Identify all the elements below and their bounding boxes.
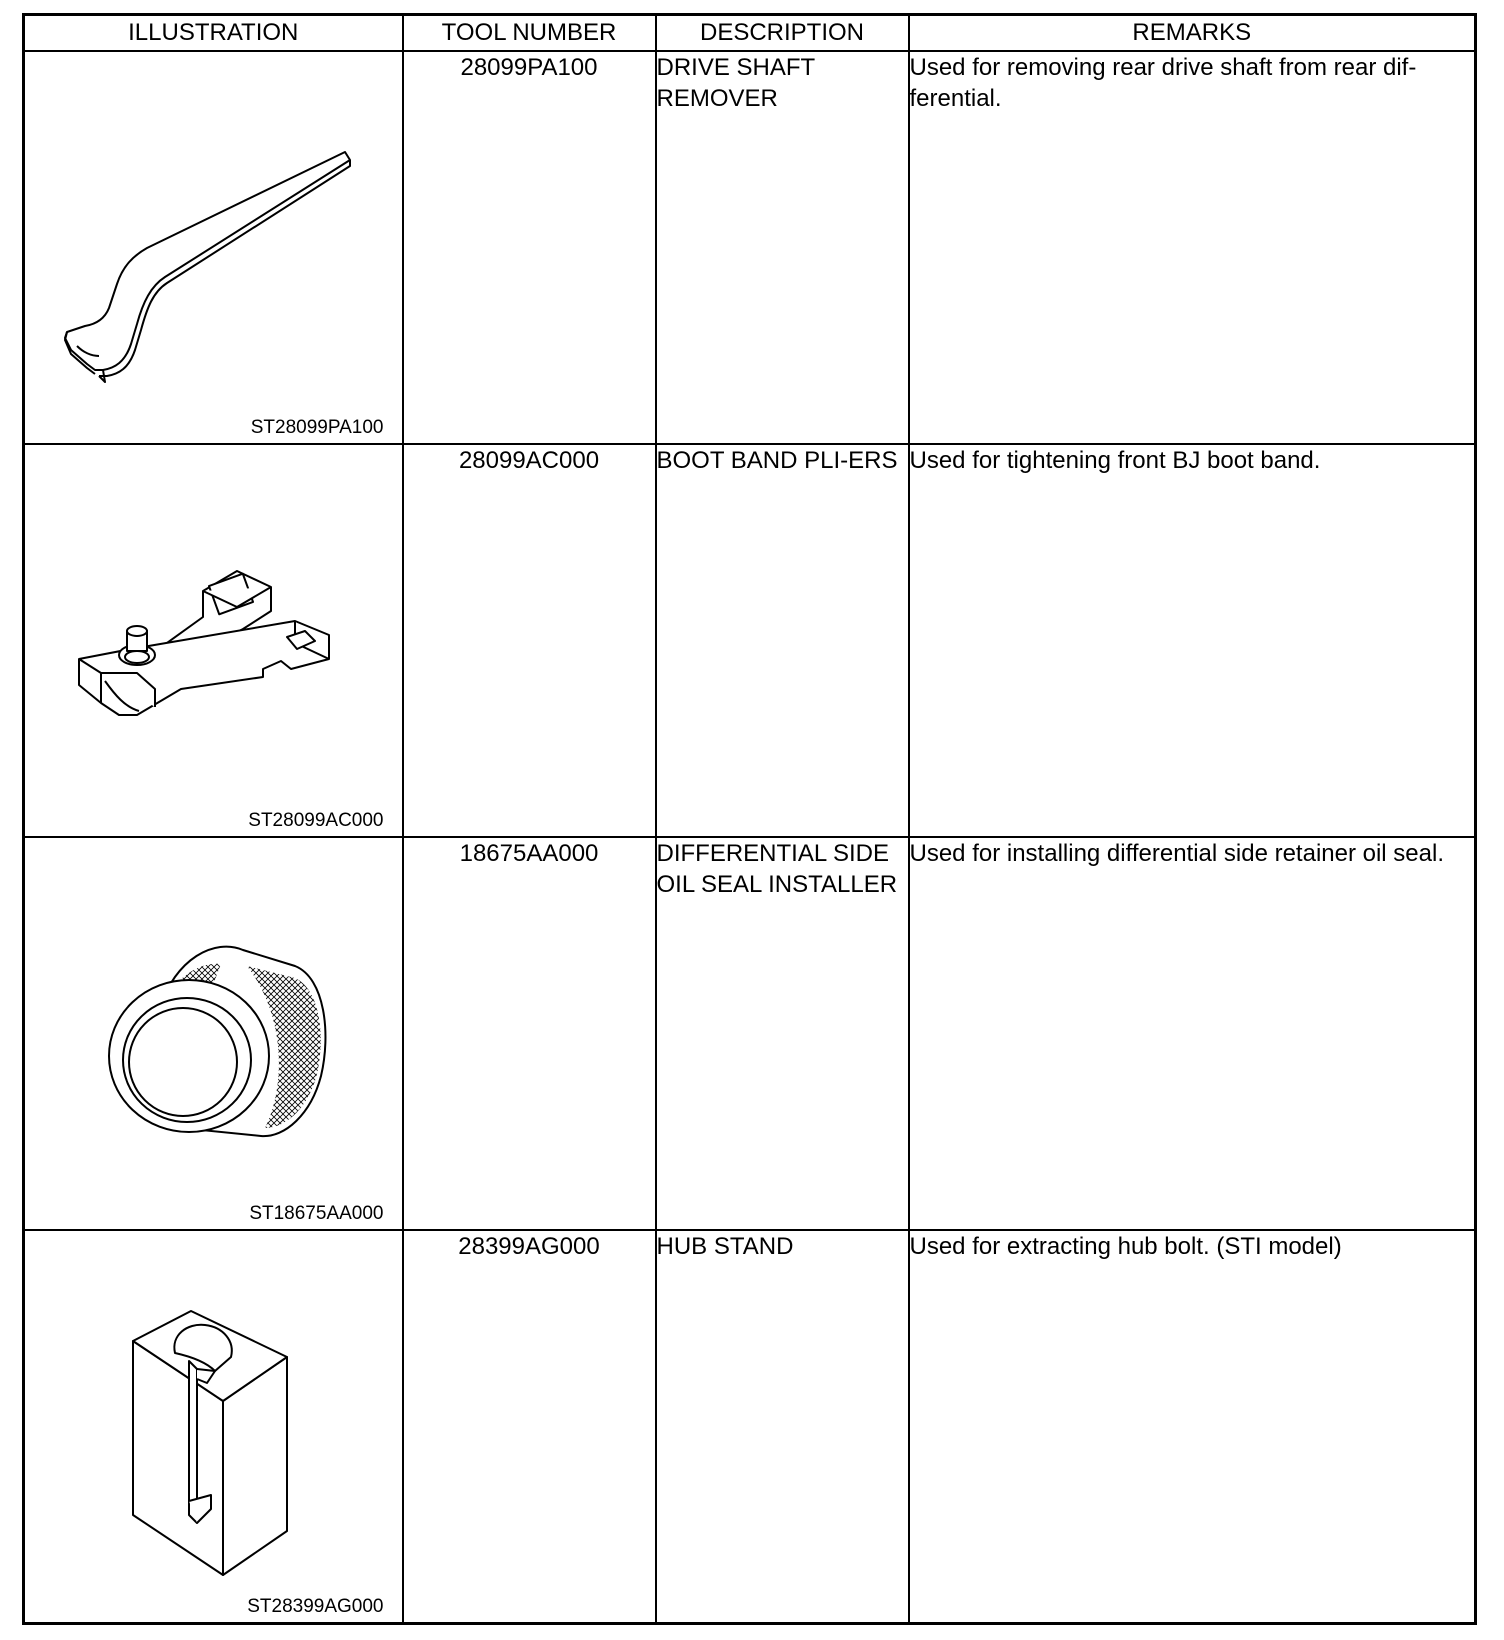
boot-band-pliers-illustration bbox=[25, 445, 400, 835]
illustration-code: ST28099AC000 bbox=[248, 810, 384, 831]
description: DIFFERENTIAL SIDE OIL SEAL INSTALLER bbox=[656, 837, 909, 1230]
table-row bbox=[24, 51, 1476, 444]
header-remarks: REMARKS bbox=[909, 15, 1476, 52]
remarks: Used for installing differential side retainer oil seal. bbox=[909, 837, 1476, 1230]
hub-stand-illustration bbox=[25, 1231, 400, 1621]
illustration-code: ST18675AA000 bbox=[249, 1203, 384, 1224]
illustration-cell bbox=[24, 444, 403, 837]
remarks: Used for extracting hub bolt. (STI model) bbox=[909, 1230, 1476, 1623]
illustration-cell bbox=[24, 1230, 403, 1623]
remarks: Used for removing rear drive shaft from rear dif-ferential. bbox=[909, 51, 1476, 444]
tool-number: 28099AC000 bbox=[403, 444, 656, 837]
illustration-code: ST28099PA100 bbox=[250, 417, 384, 438]
description: BOOT BAND PLI-ERS bbox=[656, 444, 909, 837]
description: HUB STAND bbox=[656, 1230, 909, 1623]
tool-number: 28399AG000 bbox=[403, 1230, 656, 1623]
table-row bbox=[24, 837, 1476, 1230]
special-tools-table bbox=[22, 13, 1477, 1625]
header-description: DESCRIPTION bbox=[656, 15, 909, 52]
tool-number: 28099PA100 bbox=[403, 51, 656, 444]
illustration-cell bbox=[24, 51, 403, 444]
header-row bbox=[24, 15, 1476, 52]
illustration-code: ST28399AG000 bbox=[247, 1595, 384, 1617]
remarks: Used for tightening front BJ boot band. bbox=[909, 444, 1476, 837]
table-row bbox=[24, 1230, 1476, 1623]
illustration-cell bbox=[24, 837, 403, 1230]
header-illustration: ILLUSTRATION bbox=[24, 15, 403, 52]
tool-number: 18675AA000 bbox=[403, 837, 656, 1230]
drive-shaft-remover-illustration bbox=[25, 52, 400, 442]
description: DRIVE SHAFT REMOVER bbox=[656, 51, 909, 444]
table-row bbox=[24, 444, 1476, 837]
header-tool-number: TOOL NUMBER bbox=[403, 15, 656, 52]
oil-seal-installer-illustration bbox=[25, 838, 400, 1228]
